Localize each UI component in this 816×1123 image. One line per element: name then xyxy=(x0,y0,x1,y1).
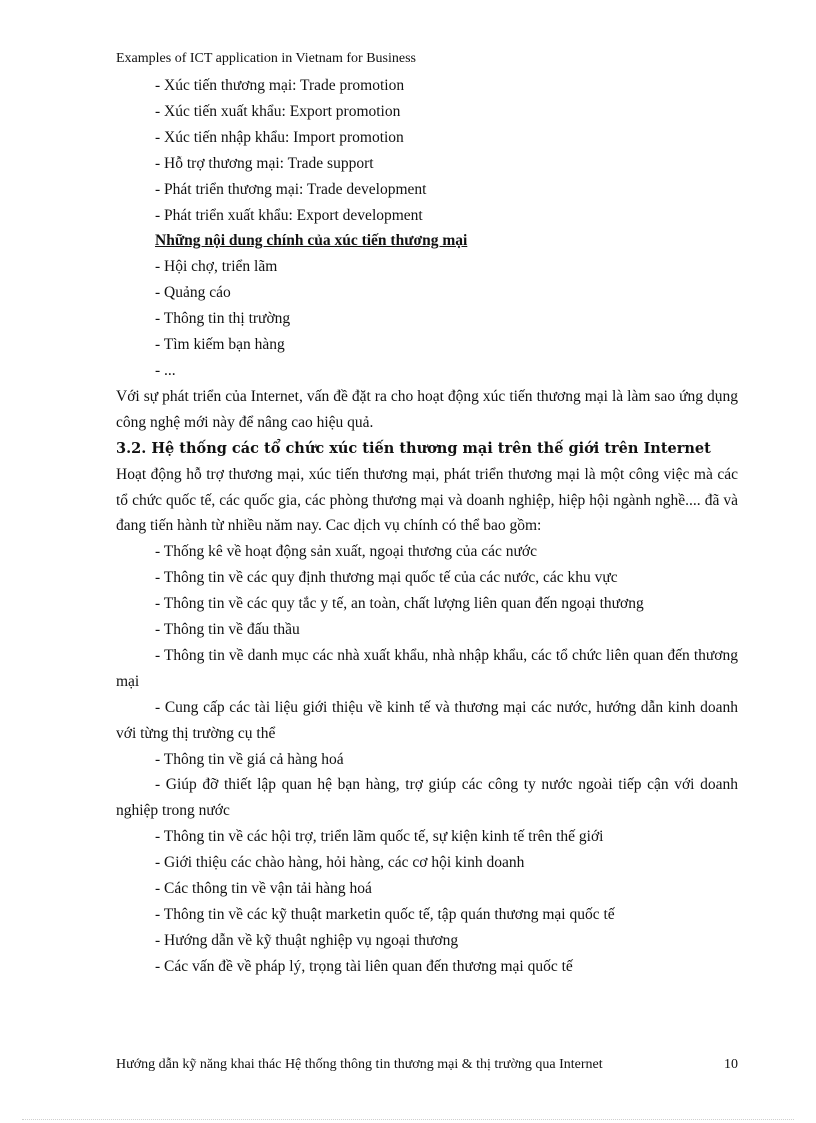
term-item: - Xúc tiến xuất khẩu: Export promotion xyxy=(155,102,401,120)
page-footer xyxy=(116,1057,738,1073)
contents-heading: Những nội dung chính của xúc tiến thương mại xyxy=(155,232,468,250)
page-bottom-divider xyxy=(22,1119,794,1120)
section-paragraph: Hoạt động hỗ trợ thương mại, xúc tiến thương mại, phát triển thương mại là một công việc mà các tổ chức quốc tế, các quốc gia, các phòng thương mại và doanh nghiệp, hiệp hội ngành nghề.... đã và đang tiến hành từ nhiều năm nay. Cac dịch vụ chính có thể bao gồm: xyxy=(116,465,738,535)
footer-text: Hướng dẫn kỹ năng khai thác Hệ thống thông tin thương mại & thị trường qua Internet xyxy=(116,1057,603,1072)
term-list xyxy=(116,73,738,228)
service-item: - Cung cấp các tài liệu giới thiệu về kinh tế và thương mại các nước, hướng dẫn kinh doanh với từng thị trường cụ thể xyxy=(116,698,738,742)
service-item: - Thông tin về đấu thầu xyxy=(155,621,300,639)
document-page xyxy=(116,48,738,980)
section-title: 3.2. Hệ thống các tổ chức xúc tiến thương mại trên thế giới trên Internet xyxy=(116,439,711,457)
term-item: - Phát triển xuất khẩu: Export development xyxy=(155,206,423,224)
service-item: - Giúp đỡ thiết lập quan hệ bạn hàng, trợ giúp các công ty nước ngoài tiếp cận với doanh nghiệp trong nước xyxy=(116,776,738,820)
service-item: - Thông tin về các quy định thương mại quốc tế của các nước, các khu vực xyxy=(155,569,618,587)
service-item: - Hướng dẫn về kỹ thuật nghiệp vụ ngoại thương xyxy=(155,931,459,949)
service-item: - Các vấn đề về pháp lý, trọng tài liên quan đến thương mại quốc tế xyxy=(155,957,573,975)
service-item: - Thông tin về các hội trợ, triển lãm quốc tế, sự kiện kinh tế trên thế giới xyxy=(155,828,604,846)
term-item: - Xúc tiến nhập khẩu: Import promotion xyxy=(155,128,404,146)
term-item: - Hỗ trợ thương mại: Trade support xyxy=(155,154,374,172)
term-item: - Phát triển thương mại: Trade development xyxy=(155,180,427,198)
page-number: 10 xyxy=(724,1057,738,1072)
intro-paragraph: Với sự phát triển của Internet, vấn đề đặt ra cho hoạt động xúc tiến thương mại là làm sao ứng dụng công nghệ mới này để nâng cao hiệu quả. xyxy=(116,387,738,431)
service-item: - Thông tin về các quy tắc y tế, an toàn, chất lượng liên quan đến ngoại thương xyxy=(155,595,644,613)
contents-item: - Tìm kiếm bạn hàng xyxy=(155,336,285,354)
service-item: - Giới thiệu các chào hàng, hỏi hàng, các cơ hội kinh doanh xyxy=(155,854,525,872)
document-body xyxy=(116,73,738,980)
service-item: - Thông tin về các kỹ thuật marketin quốc tế, tập quán thương mại quốc tế xyxy=(155,906,615,923)
service-item: - Thông tin về giá cả hàng hoá xyxy=(155,750,344,768)
contents-list xyxy=(116,254,738,384)
contents-item: - Thông tin thị trường xyxy=(155,310,291,328)
service-item: - Các thông tin về vận tải hàng hoá xyxy=(155,880,372,898)
term-item: - Xúc tiến thương mại: Trade promotion xyxy=(155,77,405,94)
page-header: Examples of ICT application in Vietnam for Business xyxy=(116,51,416,66)
contents-item: - Hội chợ, triển lãm xyxy=(155,258,278,276)
services-list xyxy=(116,539,738,979)
service-item: - Thống kê về hoạt động sản xuất, ngoại thương của các nước xyxy=(155,543,537,561)
contents-item: - ... xyxy=(155,361,176,379)
service-item: - Thông tin về danh mục các nhà xuất khẩu, nhà nhập khẩu, các tổ chức liên quan đến thương mại xyxy=(116,646,738,690)
contents-item: - Quảng cáo xyxy=(155,284,231,302)
